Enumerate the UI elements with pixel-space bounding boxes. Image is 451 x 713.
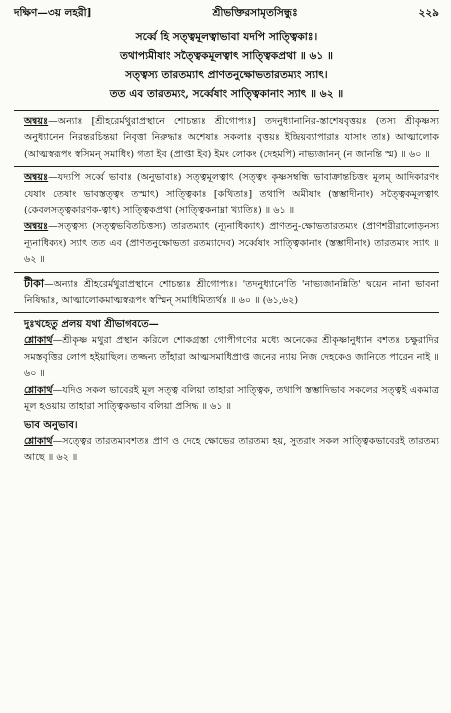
book-title: শ্রীভক্তিরসামৃতসিন্ধুঃ bbox=[212, 7, 298, 19]
anvaya-label: অন্বয়ঃ bbox=[24, 221, 49, 233]
anvaya-62 bbox=[14, 219, 439, 268]
tika-label: টীকা bbox=[24, 276, 45, 290]
verse-line: সর্ব্বে হি সত্ত্বমূলত্বাভাবা যদপি সাত্ত্বিকাঃ। bbox=[135, 31, 318, 43]
verse-line: তথাপ্যমীষাং সত্ত্বৈকমূলত্বাৎ সাত্ত্বিকপ্রথা ॥ ৬১ ॥ bbox=[120, 50, 333, 62]
page-number: ২২৯ bbox=[418, 7, 439, 19]
verse-line: তত এব তারতম্যং, সর্ব্বেষাং সাত্ত্বিকানাং স্যাৎ ॥ ৬২ ॥ bbox=[109, 88, 344, 100]
bhava-heading: ভাব অনুভাব। bbox=[24, 419, 78, 431]
divider bbox=[14, 312, 439, 313]
shlokartha-text: —যদিও সকল ভাবেরই মূল সত্ত্ব বলিয়া তাহারা সাত্ত্বিক, তথাপি স্তম্ভাদিভাব সকলের সত্ত্বই একমাত্র মূল হওয়ায় তাহারা সাত্ত্বিকভাব বলিয়া প্রসিদ্ধ ॥ ৬১ ॥ bbox=[24, 384, 439, 413]
page-header bbox=[14, 6, 439, 26]
shlokartha-text: —শ্রীকৃষ্ণ মথুরা প্রস্থান করিলে শোকগ্রস্তা গোপীগণের মধ্যে অনেকের শ্রীকৃষ্ণানুধ্যান বশতঃ চক্ষুরাদির সমস্তবৃত্তির লোপ হইয়াছিল। তজ্জন্য তাঁহারা আত্মসমাধিপ্রাপ্ত জনের ন্যায় নিজ দেহকেও জানিতে পারেন নাই ॥ ৬০ ॥ bbox=[24, 335, 439, 380]
anvaya-60 bbox=[14, 114, 439, 163]
shlokartha-label: শ্লোকার্থ bbox=[24, 435, 53, 447]
anvaya-label: অন্বয়ঃ bbox=[24, 172, 49, 184]
divider bbox=[14, 272, 439, 273]
anvaya-text: —সত্ত্বস্য (সত্ত্বভবিতচিত্তস্য) তারতম্যাৎ (ন্যূনাধিক্যাৎ) প্রাণতনু-ক্ষোভতারতম্যং (প্রাণশরীরালোড়নস্য ন্যূনাধিক্যং) স্যাৎ তত এব (প্রাণতনুক্ষোভতা রতম্যাদেব) সর্ব্বেষাং সাত্ত্বিকানাং (স্তম্ভাদীনাং) তারতম্যং স্যাৎ ॥ ৬২ ॥ bbox=[24, 221, 439, 266]
subheading: দুঃখহেতু প্রলয় যথা শ্রীভাগবতে— bbox=[24, 319, 159, 331]
shlokartha-62 bbox=[14, 434, 439, 467]
shlokartha-text: —সত্ত্বের তারতম্যবশতঃ প্রাণ ও দেহে ক্ষোভের তারতম্য হয়, সুতরাং সকল সাত্ত্বিকভাবেরই তারতম্য আছে ॥ ৬২ ॥ bbox=[24, 435, 439, 463]
shlokartha-60 bbox=[14, 333, 439, 382]
anvaya-label: অন্বয়ঃ bbox=[24, 116, 49, 127]
anvaya-text: —অন্যাঃ [শ্রীহরের্মথুরাপ্রস্থানে শোচন্ত্যঃ শ্রীগোপ্যঃ] তদনুধ্যানানির-স্তাশেষবৃত্তয়ঃ (তস্য শ্রীকৃষ্ণস্য অনুধ্যানেন নিরন্তরচিন্তয়া নিবৃত্তা নিরুদ্ধাঃ অশেষাঃ সকলাঃ বৃত্তয়ঃ ইন্দ্রিয়ব্যাপারাঃ যাসাং তাঃ) আত্মালোক (আত্মস্বরূপং স্বসিমন্ সমাধিং) গতা ইব (প্রাপ্তা ইব) ইমং লোকং (দেহমপি) নাভ্যজানন্ (ন জানন্তি স্ম) ॥ ৬০ ॥ bbox=[24, 116, 439, 160]
divider bbox=[14, 110, 439, 111]
tika bbox=[14, 276, 439, 310]
anvaya-text: —যদ্যপি সর্ব্বে ভাবাঃ (অনুভাবাঃ) সত্ত্বমূলত্বাৎ (সত্ত্বং কৃষ্ণসম্বন্ধি ভাবাক্রান্তচিত্তং মূলম্ আদিকারণং যেষাং তেষাং ভাবস্তত্ত্বং তস্মাৎ) সাত্ত্বিকাঃ [কথিতাঃ] তথাপি অমীষাং (স্তম্ভাদীনাং) সত্ত্বৈকমূলত্বাৎ (কেবলসত্ত্বকারণক-ত্বাৎ) সাত্ত্বিকপ্রথা (সাত্ত্বিকনাম্না খ্যাতিঃ) ॥ ৬১ ॥ bbox=[24, 172, 439, 217]
sanskrit-verse bbox=[14, 28, 439, 104]
anvaya-61 bbox=[14, 170, 439, 219]
verse-line: সত্ত্বস্য তারতম্যাৎ প্রাণতনুক্ষোভতারতম্যং স্যাৎ। bbox=[125, 69, 328, 81]
shlokartha-label: শ্লোকার্থ bbox=[24, 384, 53, 396]
divider bbox=[14, 166, 439, 167]
shlokartha-label: শ্লোকার্থ bbox=[24, 335, 53, 347]
shlokartha-61 bbox=[14, 383, 439, 416]
tika-text: —অন্যাঃ শ্রীহরের্মথুরাপ্রস্থানে শোচন্ত্যঃ শ্রীগোপ্যঃ। 'তদনুধ্যানে'তি 'নাভ্যজানন্নিতি' দ্বয়েন নানা ভাবনা নিষিদ্ধাঃ, আত্মালোকমাত্মস্বরূপং স্বস্মিন্ সমাধিমিত্যর্থঃ ॥ ৬০ ॥ (৬১,৬২) bbox=[24, 278, 439, 307]
section-marker: দক্ষিণ—৩য় লহরী] bbox=[14, 7, 92, 19]
